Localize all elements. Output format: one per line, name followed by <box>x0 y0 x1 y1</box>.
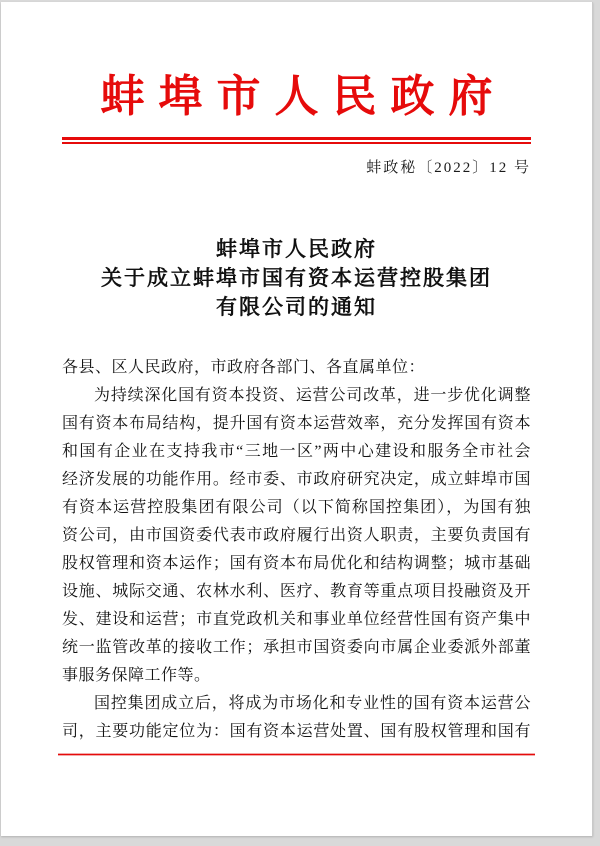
page-bottom-rule <box>58 753 535 756</box>
body-line: 事服务保障工作等。 <box>62 667 211 684</box>
body-text <box>62 354 531 746</box>
document-number: 蚌政秘〔2022〕12 号 <box>366 160 531 176</box>
body-line: 设施、城际交通、农林水利、医疗、教育等重点项目投融资及开 <box>62 583 531 600</box>
body-salutation: 各县、区人民政府，市政府各部门、各直属单位： <box>62 359 426 376</box>
letterhead-rule-thick <box>62 137 531 140</box>
notice-title-line2: 关于成立蚌埠市国有资本运营控股集团 <box>101 266 492 290</box>
letterhead-rule-thin <box>62 142 531 144</box>
body-line: 为持续深化国有资本投资、运营公司改革，进一步优化调整 <box>94 387 531 404</box>
body-line: 股权管理和资本运作；国有资本布局优化和结构调整；城市基础 <box>62 555 531 572</box>
body-line: 国控集团成立后，将成为市场化和专业性的国有资本运营公 <box>94 695 531 712</box>
letterhead-agency-name: 蚌埠市人民政府 <box>100 72 507 121</box>
body-line: 和国有企业在支持我市“三地一区”两中心建设和服务全市社会 <box>62 443 531 460</box>
notice-title-line1: 蚌埠市人民政府 <box>216 237 377 261</box>
body-line: 司，主要功能定位为：国有资本运营处置、国有股权管理和国有 <box>62 723 531 740</box>
body-line: 发、建设和运营；市直党政机关和事业单位经营性国有资产集中 <box>62 611 531 628</box>
body-line: 资公司，由市国资委代表市政府履行出资人职责，主要负责国有 <box>62 527 531 544</box>
body-line: 统一监管改革的接收工作；承担市国资委向市属企业委派外部董 <box>62 639 531 656</box>
body-line: 国有资本布局结构，提升国有资本运营效率，充分发挥国有资本 <box>62 415 531 432</box>
document-page <box>1 2 593 836</box>
body-line: 有资本运营控股集团有限公司（以下简称国控集团），为国有独 <box>62 499 531 516</box>
body-line: 经济发展的功能作用。经市委、市政府研究决定，成立蚌埠市国 <box>62 471 531 488</box>
notice-title <box>62 235 531 322</box>
notice-title-line3: 有限公司的通知 <box>216 295 377 319</box>
